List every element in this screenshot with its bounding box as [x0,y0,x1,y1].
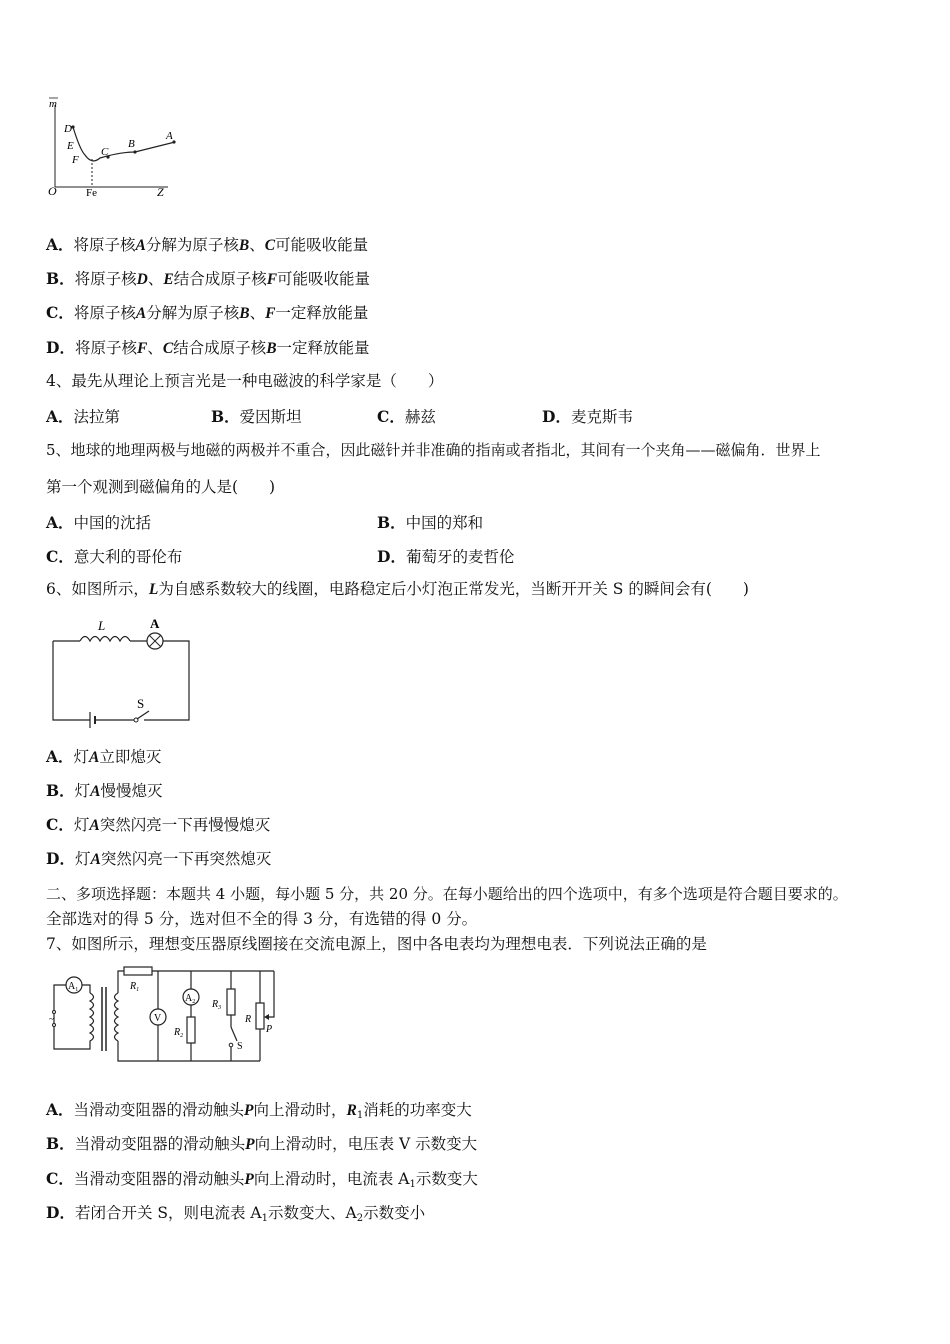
q7-option-c: C．当滑动变阻器的滑动触头P向上滑动时，电流表 $A_1$示数变大 [46,1169,478,1190]
primary-wire-top [82,985,90,993]
q4-option-d: D．麦克斯韦 [542,407,633,426]
rheostat-label: R [245,1014,252,1025]
r3-label: $R_3$ [212,999,222,1011]
q4-option-b: B．爱因斯坦 [211,407,302,426]
label-l: L [98,618,106,633]
curve [73,127,175,161]
q5-option-c: C．意大利的哥伦布 [46,547,183,566]
primary-coil [86,993,94,1049]
binding-energy-figure [40,95,190,205]
q5-stem-line1: 5、地球的地理两极与地磁的两极并不重合，因此磁针并非准确的指南或者指北，其间有一个夹角——磁偏角．世界上 [46,441,821,459]
label-e: E [67,140,74,152]
secondary-wire-top [118,971,124,993]
secondary-coil [115,993,119,1041]
switch-s-contact [229,1043,233,1047]
primary-wire-left [54,985,86,1049]
fe-label: Fe [86,187,97,199]
label-f: F [72,154,79,166]
q5-option-d: D．葡萄牙的麦哲伦 [377,547,515,566]
q6-stem: 6、如图所示，L为自感系数较大的线圈，电路稳定后小灯泡正常发光，当断开开关 S 的瞬间会有( ) [46,580,749,598]
q6-option-b: B．灯A慢慢熄灭 [46,781,163,800]
q6-circuit-figure [50,615,195,730]
q4-option-c: C．赫兹 [377,407,436,426]
q3-option-b: B．将原子核D、E结合成原子核F可能吸收能量 [46,269,371,288]
y-label: m [49,98,57,110]
section2-line1: 二、多项选择题：本题共 4 小题，每小题 5 分，共 20 分。在每小题给出的四个选项中，有多个选项是符合题目要求的。 [46,885,848,903]
ac-source-icon: ~ [49,1014,54,1024]
wire-right [144,641,189,720]
resistor-r3 [227,989,235,1015]
q7-option-a: A．当滑动变阻器的滑动触头P向上滑动时，$R_1$消耗的功率变大 [46,1100,472,1121]
q7-stem: 7、如图所示，理想变压器原线圈接在交流电源上，图中各电表均为理想电表．下列说法正确的是 [46,935,707,953]
q4-stem: 4、最先从理论上预言光是一种电磁波的科学家是（ ） [46,372,444,390]
q6-option-d: D．灯A突然闪亮一下再突然熄灭 [46,849,272,868]
slider-p-label: P [266,1024,273,1035]
ammeter-a1-label: $A_1$ [68,981,79,993]
section2-line2: 全部选对的得 5 分，选对但不全的得 3 分，有选错的得 0 分。 [46,910,478,928]
switch-s-blade [231,1027,237,1041]
q3-option-c: C．将原子核A分解为原子核B、F一定释放能量 [46,303,369,322]
inductor-coil [80,637,130,642]
label-b: B [128,138,135,150]
q6-option-c: C．灯A突然闪亮一下再慢慢熄灭 [46,815,271,834]
q7-option-d: D．若闭合开关 S，则电流表 $A_1$示数变大、$A_2$示数变小 [46,1203,426,1224]
resistor-r1 [124,967,152,975]
x-label: Z [157,185,164,199]
label-d: D [64,123,72,135]
q3-option-a: A．将原子核A分解为原子核B、C可能吸收能量 [46,235,369,254]
point-b [133,150,136,153]
resistor-r2 [187,1017,195,1043]
q5-option-b: B．中国的郑和 [377,513,484,532]
slider-wire [267,971,274,1017]
q7-transformer-circuit-figure [46,965,276,1065]
label-s: S [137,696,145,711]
q5-option-a: A．中国的沈括 [46,513,152,532]
label-a: A [166,130,173,142]
point-a [172,140,175,143]
q4-option-a: A．法拉第 [46,407,121,426]
switch-blade [137,711,149,719]
q3-option-d: D．将原子核F、C结合成原子核B一定释放能量 [46,338,370,357]
slider-arrow-icon [264,1014,269,1020]
rheostat-r [256,1003,264,1029]
wire-top-left [53,641,90,720]
switch-s-label: S [237,1041,243,1052]
q6-option-a: A．灯A立即熄灭 [46,747,162,766]
voltmeter-label: V [154,1013,162,1024]
origin-label: O [48,184,57,198]
q5-stem-line2: 第一个观测到磁偏角的人是( ) [46,478,276,496]
label-c: C [101,146,109,158]
ammeter-a2-label: $A_2$ [185,993,196,1005]
r1-label: $R_1$ [130,981,140,993]
r2-label: $R_2$ [174,1027,184,1039]
label-a: A [150,616,160,631]
q7-option-b: B．当滑动变阻器的滑动触头P向上滑动时，电压表 V 示数变大 [46,1134,478,1153]
